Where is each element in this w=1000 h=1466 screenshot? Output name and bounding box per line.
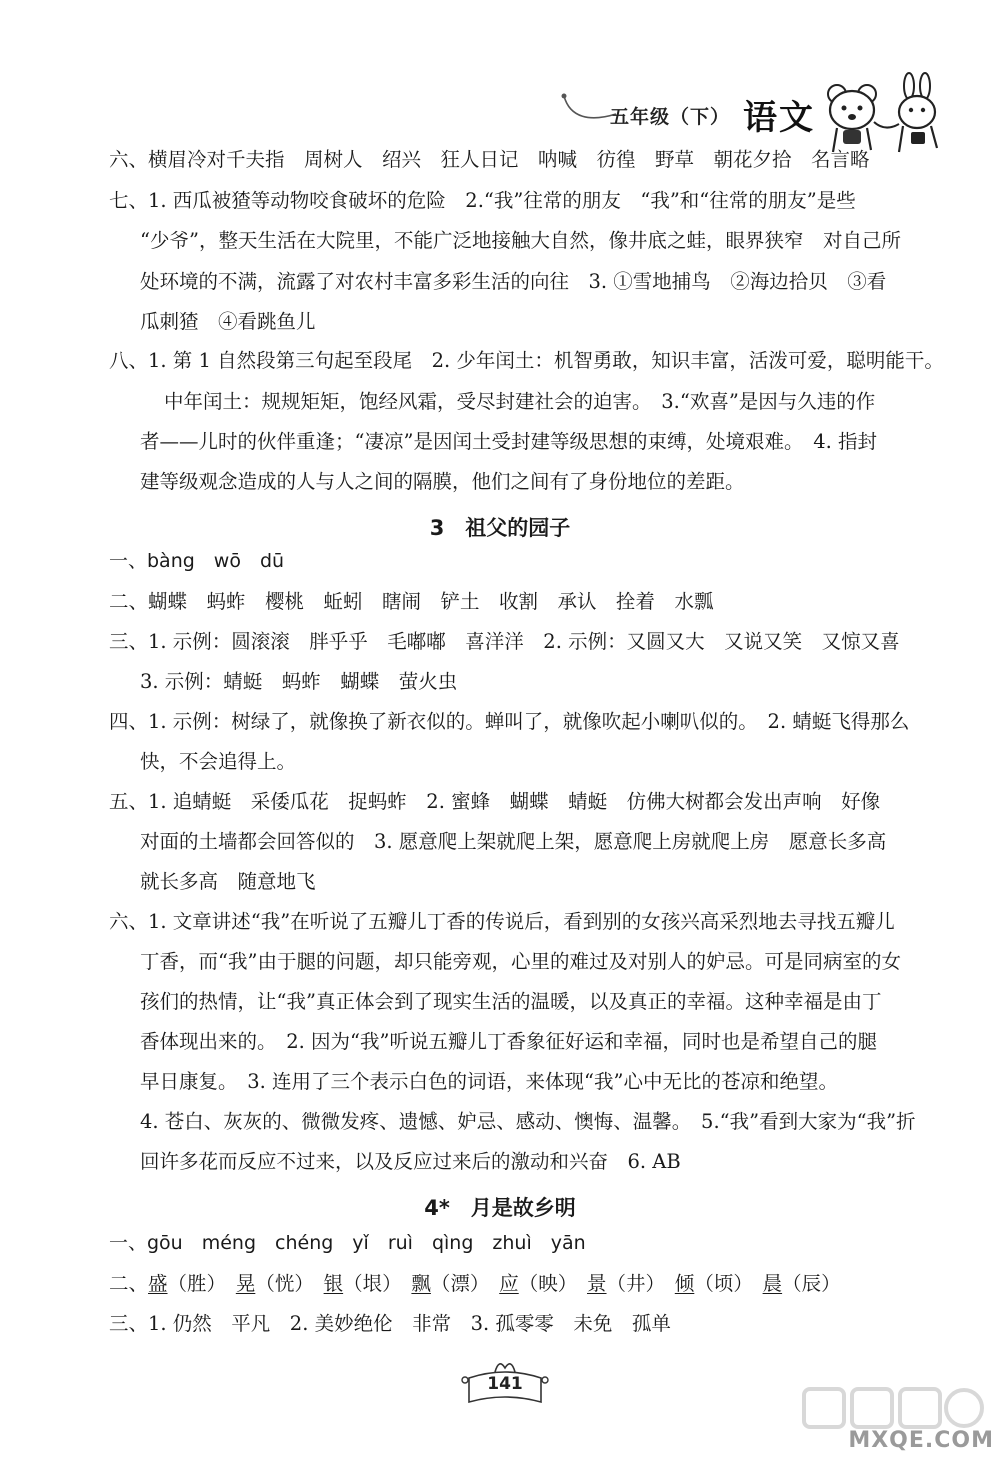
word-pair-char: 景 xyxy=(587,1272,607,1295)
answer-line: “少爷”，整天生活在大院里，不能广泛地接触大自然，像井底之蛙，眼界狭窄 对自己所 xyxy=(140,229,901,252)
word-pair xyxy=(324,1272,392,1295)
word-pair xyxy=(148,1272,216,1295)
answer-line: 二、蝴蝶 蚂蚱 樱桃 蚯蚓 瞎闹 铲土 收割 承认 拴着 水瓢 xyxy=(109,590,714,613)
page-number: 141 xyxy=(487,1374,523,1394)
answer-line: 3. 示例：蜻蜓 蚂蚱 蝴蝶 萤火虫 xyxy=(140,670,458,693)
answer-line: 五、1. 追蜻蜓 采倭瓜花 捉蚂蚱 2. 蜜蜂 蝴蝶 蜻蜓 仿佛大树都会发出声响 好像 xyxy=(109,790,881,813)
word-pair xyxy=(675,1272,743,1295)
answer-line: 对面的土墙都会回答似的 3. 愿意爬上架就爬上架，愿意爬上房就爬上房 愿意长多高 xyxy=(140,830,887,853)
answer-line: 三、1. 仍然 平凡 2. 美妙绝伦 非常 3. 孤零零 未免 孤单 xyxy=(109,1312,671,1335)
word-pair xyxy=(499,1272,567,1295)
line-prefix: 二、 xyxy=(109,1272,149,1295)
answer-line: 七、1. 西瓜被猹等动物咬食破坏的危险 2.“我”往常的朋友 “我”和“往常的朋友”是些 xyxy=(109,189,856,212)
answer-line: 早日康复。 3. 连用了三个表示白色的词语，来体现“我”心中无比的苍凉和绝望。 xyxy=(140,1070,838,1093)
answer-line: 者——儿时的伙伴重逢；“凄凉”是因闰土受封建等级思想的束缚，处境艰难。 4. 指封 xyxy=(140,430,877,453)
word-pair-list xyxy=(148,1272,841,1295)
word-pair xyxy=(587,1272,655,1295)
pinyin-line: 一、gōu méng chéng yǐ ruì qìng zhuì yān xyxy=(109,1232,586,1254)
subject-title: 语文 xyxy=(743,98,815,138)
page-number-badge xyxy=(455,1352,555,1412)
word-pair-char: 银 xyxy=(323,1272,344,1295)
watermark-text: MXQE.COM xyxy=(848,1428,994,1453)
pinyin-line: 一、bàng wō dū xyxy=(109,550,285,572)
word-pair-char: 晨 xyxy=(762,1272,783,1295)
word-pair-char: 应 xyxy=(499,1272,519,1295)
answer-line: 香体现出来的。 2. 因为“我”听说五瓣儿丁香象征好运和幸福，同时也是希望自己的腿 xyxy=(140,1030,877,1053)
answer-line: 快，不会追得上。 xyxy=(140,750,297,773)
word-pair-paren: （恍） xyxy=(255,1272,305,1295)
answer-line: 八、1. 第 1 自然段第三句起至段尾 2. 少年闰土：机智勇敢，知识丰富，活泼可爱，聪明能干。 xyxy=(109,349,944,372)
answer-line: 回许多花而反应不过来，以及反应过来后的激动和兴奋 6. AB xyxy=(140,1150,681,1173)
answer-line: 建等级观念造成的人与人之间的隔膜，他们之间有了身份地位的差距。 xyxy=(140,470,745,493)
word-pair-paren: （顷） xyxy=(694,1272,744,1295)
word-pair xyxy=(236,1272,304,1295)
word-pair-char: 飘 xyxy=(411,1272,431,1295)
word-pair-paren: （映） xyxy=(518,1272,568,1295)
word-pair-paren: （垠） xyxy=(343,1272,392,1295)
answer-line: 处环境的不满，流露了对农村丰富多彩生活的向往 3. ①雪地捕鸟 ②海边拾贝 ③看 xyxy=(140,270,887,293)
answer-line: 六、横眉冷对千夫指 周树人 绍兴 狂人日记 呐喊 彷徨 野草 朝花夕拾 名言略 xyxy=(109,148,870,171)
answer-line-word-pairs xyxy=(109,1274,841,1294)
word-pair-paren: （井） xyxy=(606,1272,656,1295)
word-pair xyxy=(411,1272,479,1295)
word-pair-char: 盛 xyxy=(148,1272,168,1295)
bear-and-rabbit-mascot-icon xyxy=(815,72,955,158)
answer-line: 三、1. 示例：圆滚滚 胖乎乎 毛嘟嘟 喜洋洋 2. 示例：又圆又大 又说又笑 又惊又喜 xyxy=(109,630,900,653)
grade-label: 五年级（下） xyxy=(610,106,731,128)
section-title: 4* 月是故乡明 xyxy=(424,1196,576,1220)
answer-line: 四、1. 示例：树绿了，就像换了新衣似的。蝉叫了，就像吹起小喇叭似的。 2. 蜻蜓飞得那么 xyxy=(109,710,910,733)
word-pair xyxy=(763,1272,841,1295)
word-pair-paren: （漂） xyxy=(430,1272,480,1295)
section-title: 3 祖父的园子 xyxy=(429,516,571,540)
answer-line: 丁香，而“我”由于腿的问题，却只能旁观，心里的难过及对别人的妒忌。可是同病室的女 xyxy=(140,950,901,973)
word-pair-char: 晃 xyxy=(235,1272,256,1295)
word-pair-char: 倾 xyxy=(674,1272,695,1295)
answer-line: 就长多高 随意地飞 xyxy=(140,870,316,893)
answer-line: 孩们的热情，让“我”真正体会到了现实生活的温暖，以及真正的幸福。这种幸福是由丁 xyxy=(140,990,882,1013)
answer-line: 瓜刺猹 ④看跳鱼儿 xyxy=(140,310,316,333)
answer-line: 4. 苍白、灰灰的、微微发疼、遗憾、妒忌、感动、懊悔、温馨。 5.“我”看到大家为“我”折 xyxy=(140,1110,916,1133)
answer-stamp-icon xyxy=(800,1385,990,1431)
answer-line: 六、1. 文章讲述“我”在听说了五瓣儿丁香的传说后，看到别的女孩兴高采烈地去寻找五瓣儿 xyxy=(109,910,895,933)
answer-line: 中年闰土：规规矩矩，饱经风霜，受尽封建社会的迫害。 3.“欢喜”是因与久违的作 xyxy=(164,390,876,413)
word-pair-paren: （胜） xyxy=(167,1272,217,1295)
word-pair-paren: （辰） xyxy=(782,1272,841,1295)
